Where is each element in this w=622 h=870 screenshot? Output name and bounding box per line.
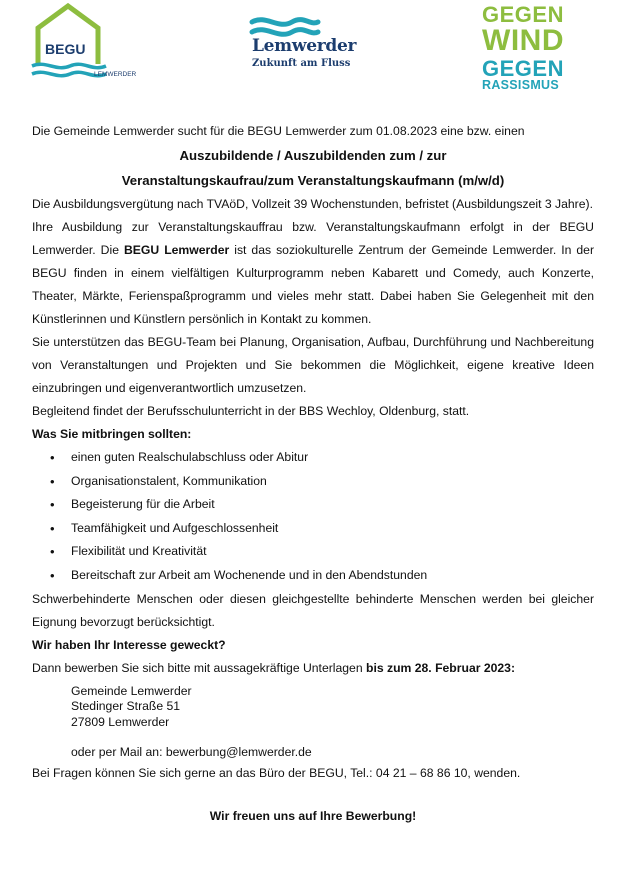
- job-title-line1: Auszubildende / Auszubildenden zum / zur: [179, 148, 447, 163]
- begu-logo-name: BEGU: [45, 41, 86, 57]
- requirements-heading: Was Sie mitbringen sollten:: [32, 427, 192, 441]
- closing-text: Wir freuen uns auf Ihre Bewerbung!: [209, 809, 417, 824]
- header: [0, 0, 622, 110]
- job-posting: [32, 120, 594, 828]
- job-title-line2: Veranstaltungskaufrau/zum Veranstaltungskaufmann (m/w/d): [121, 173, 505, 188]
- requirements-list: [32, 446, 594, 588]
- interest-heading: Wir haben Ihr Interesse geweckt?: [32, 637, 226, 652]
- address-block: [32, 684, 594, 731]
- description-bold: BEGU Lemwerder: [123, 243, 230, 257]
- disability-paragraph: Schwerbehinderte Menschen oder diesen gleichgestellte behinderte Menschen werden bei gleicher Eignung bevorzugt berücksichtigt.: [32, 591, 594, 629]
- gegen-wind-line1: GEGEN: [482, 2, 564, 27]
- begu-logo-sub: LEMWERDER: [94, 71, 137, 78]
- gegen-wind-line4: RASSISMUS: [482, 78, 560, 92]
- school-paragraph: Begleitend findet der Berufsschulunterricht in der BBS Wechloy, Oldenburg, statt.: [32, 404, 470, 418]
- lemwerder-logo-tagline: Zukunft am Fluss: [252, 58, 351, 69]
- lemwerder-wave-icon: [248, 12, 378, 38]
- apply-paragraph: [32, 657, 594, 680]
- list-item: • einen guten Realschulabschluss oder Abitur: [71, 446, 594, 470]
- gegen-wind-logo: [478, 2, 588, 94]
- list-item: • Organisationstalent, Kommunikation: [71, 470, 594, 494]
- description-part1: Ihre Ausbildung zur Veranstaltungskauffrau bzw. Veranstaltungskaufmann erfolgt in der BEGU Lemwerder. Die: [32, 220, 594, 257]
- address-line: Gemeinde Lemwerder: [71, 683, 192, 698]
- lemwerder-logo: [248, 12, 378, 72]
- pay-text: Die Ausbildungsvergütung nach TVAöD, Vollzeit 39 Wochenstunden, befristet (Ausbildungszeit 3 Jahre).: [32, 197, 593, 211]
- list-item: • Begeisterung für die Arbeit: [71, 493, 594, 517]
- begu-house-icon: [30, 2, 140, 82]
- list-item: • Teamfähigkeit und Aufgeschlossenheit: [71, 517, 594, 541]
- description-part2: ist das soziokulturelle Zentrum der Gemeinde Lemwerder. In der BEGU finden in einem vielfältigen Kulturprogramm neben Kabarett und Comedy, auch Konzerte, Theater, Märkte, Ferienspaßprogramm und vieles mehr statt. Dabei haben Sie Gelegenheit mit den Künstlerinnen und Künstlern persönlich in Kontakt zu kommen.: [32, 243, 595, 326]
- gegen-wind-line2: WIND: [482, 24, 564, 57]
- apply-text: Dann bewerben Sie sich bitte mit aussagekräftige Unterlagen: [32, 660, 366, 675]
- deadline: bis zum 28. Februar 2023:: [366, 660, 516, 675]
- address-line: Stedinger Straße 51: [71, 699, 181, 714]
- list-item: • Bereitschaft zur Arbeit am Wochenende und in den Abendstunden: [71, 564, 594, 588]
- questions-paragraph: Bei Fragen können Sie sich gerne an das Büro der BEGU, Tel.: 04 21 – 68 86 10, wenden.: [32, 766, 521, 781]
- intro-text: Die Gemeinde Lemwerder sucht für die BEGU Lemwerder zum 01.08.2023 eine bzw. einen: [32, 124, 525, 138]
- tasks-paragraph: Sie unterstützen das BEGU-Team bei Planung, Organisation, Aufbau, Durchführung und Nachbereitung von Veranstaltungen und Projekten und Sie bekommen die Möglichkeit, eigene kreative Ideen einzubringen und eigenverantwortlich umzusetzen.: [32, 335, 594, 395]
- address-line: 27809 Lemwerder: [71, 714, 170, 729]
- begu-logo: [30, 2, 140, 82]
- mail-line: oder per Mail an: bewerbung@lemwerder.de: [71, 745, 312, 760]
- gegen-wind-line3: GEGEN: [482, 56, 564, 81]
- lemwerder-logo-name: Lemwerder: [252, 36, 357, 56]
- description-paragraph: [32, 216, 594, 331]
- list-item: • Flexibilität und Kreativität: [71, 540, 594, 564]
